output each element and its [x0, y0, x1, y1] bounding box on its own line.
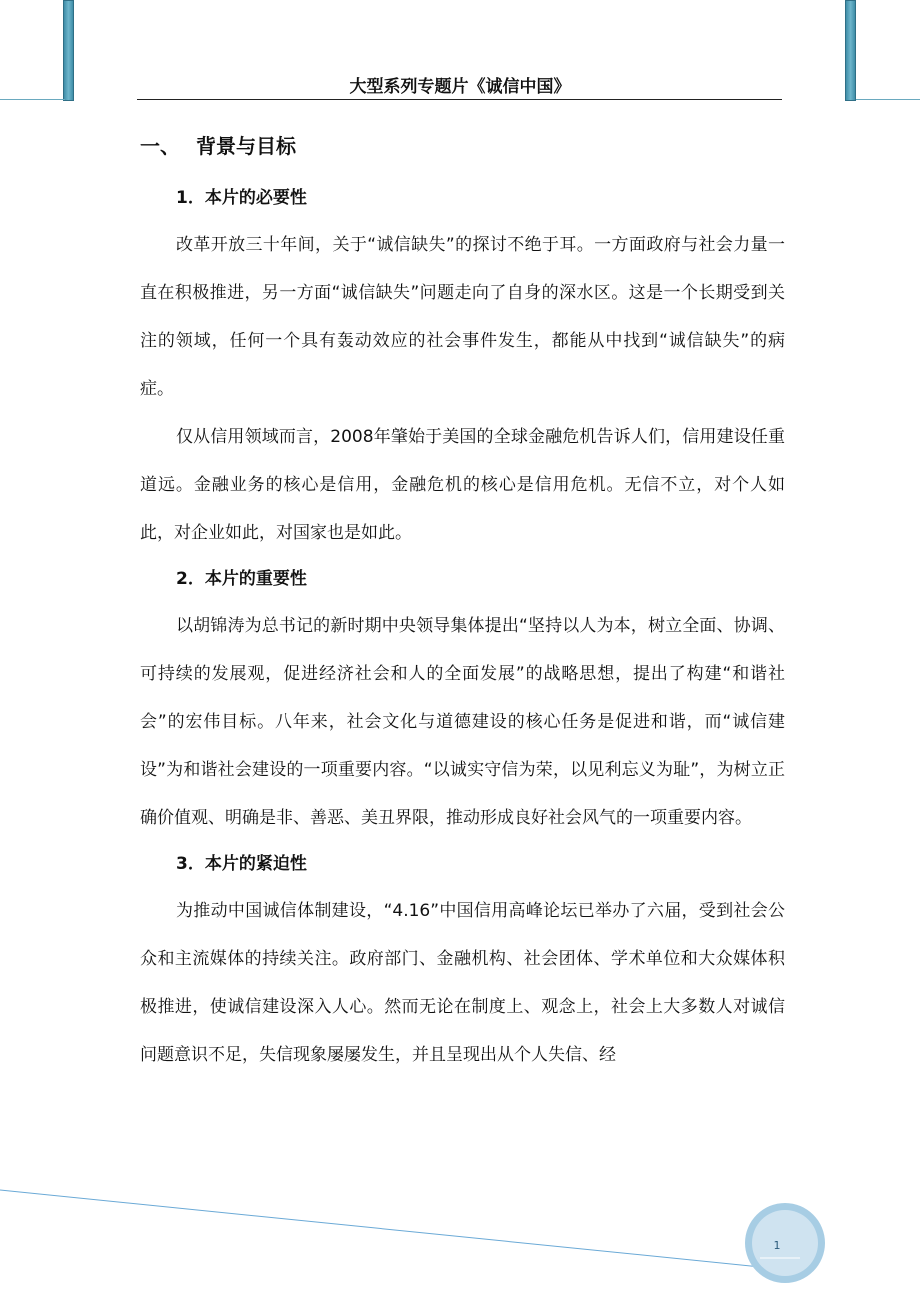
header-rule — [137, 99, 782, 100]
page-number: 1 — [773, 1239, 781, 1252]
footer-decoration — [0, 1170, 920, 1302]
section-number: 一、 — [140, 134, 180, 158]
paragraph: 以胡锦涛为总书记的新时期中央领导集体提出“坚持以人为本，树立全面、协调、可持续的发展观，促进经济社会和人的全面发展”的战略思想，提出了构建“和谐社会”的宏伟目标。八年来，社会文化与道德建设的核心任务是促进和谐，而“诚信建设”为和谐社会建设的一项重要内容。“以诚实守信为荣，以见利忘义为耻”，为树立正确价值观、明确是非、善恶、美丑界限，推动形成良好社会风气的一项重要内容。 — [140, 616, 785, 828]
header-rule-right — [856, 99, 920, 100]
section-title: 背景与目标 — [196, 134, 296, 158]
document-body — [140, 126, 785, 1079]
section-heading — [140, 126, 785, 166]
paragraph: 改革开放三十年间，关于“诚信缺失”的探讨不绝于耳。一方面政府与社会力量一直在积极推进，另一方面“诚信缺失”问题走向了自身的深水区。这是一个长期受到关注的领域，任何一个具有轰动效应的社会事件发生，都能从中找到“诚信缺失”的病症。 — [140, 235, 785, 399]
page-header-title: 大型系列专题片《诚信中国》 — [349, 77, 571, 97]
paragraph: 为推动中国诚信体制建设，“4.16”中国信用高峰论坛已举办了六届，受到社会公众和主流媒体的持续关注。政府部门、金融机构、社会团体、学术单位和大众媒体积极推进，使诚信建设深入人心。然而无论在制度上、观念上，社会上大多数人对诚信问题意识不足，失信现象屡屡发生，并且呈现出从个人失信、经 — [140, 901, 785, 1065]
subsection-heading-importance: 2．本片的重要性 — [176, 569, 307, 589]
subsection-heading-necessity: 1．本片的必要性 — [176, 188, 307, 208]
footer-diagonal-rule — [0, 1190, 790, 1270]
page-number-circle-inner — [752, 1210, 818, 1276]
header-rule-left — [0, 99, 65, 100]
paragraph: 仅从信用领域而言，2008年肇始于美国的全球金融危机告诉人们，信用建设任重道远。金融业务的核心是信用，金融危机的核心是信用危机。无信不立，对个人如此，对企业如此，对国家也是如此。 — [140, 427, 785, 543]
subsection-heading-urgency: 3．本片的紧迫性 — [176, 854, 307, 874]
